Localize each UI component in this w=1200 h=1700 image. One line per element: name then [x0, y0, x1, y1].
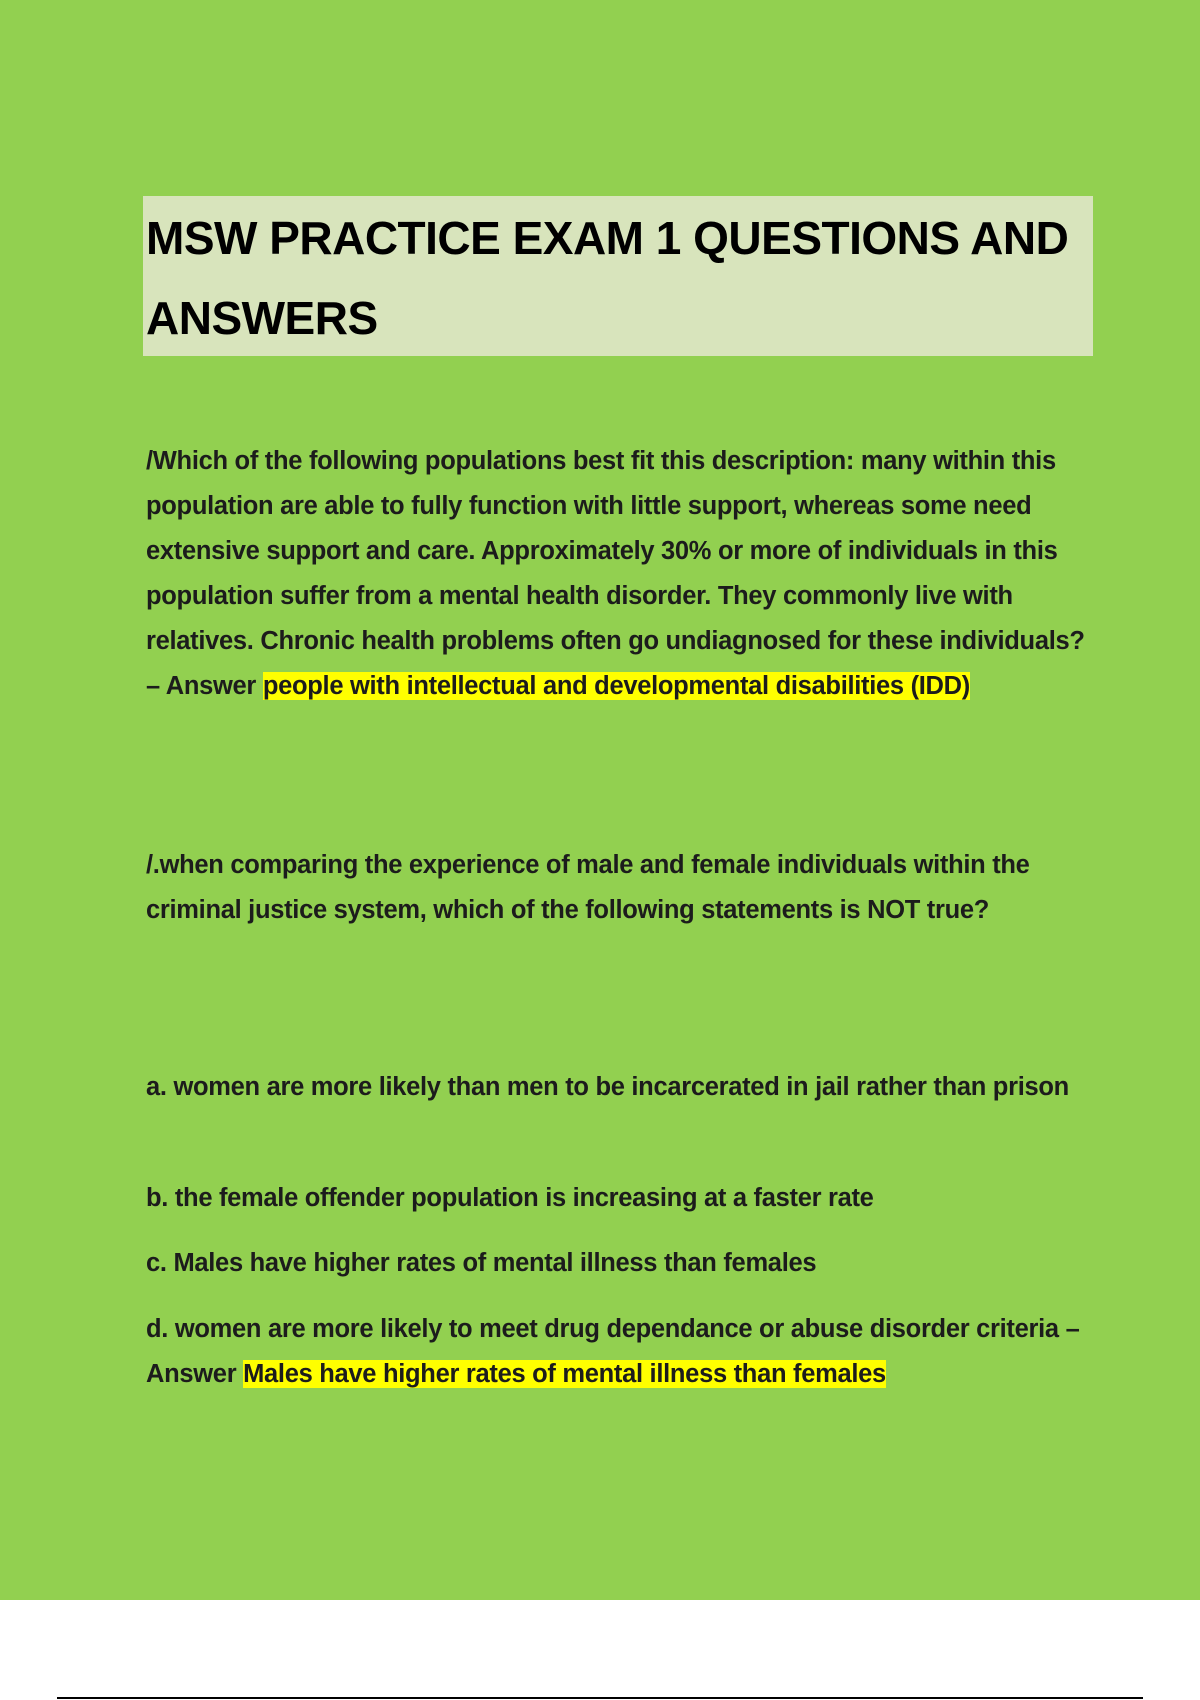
- question-2-option-d: [146, 1307, 1096, 1397]
- question-2-answer: Males have higher rates of mental illness than females: [243, 1360, 886, 1388]
- question-1: [146, 439, 1096, 709]
- question-2-option-d-text: d. women are more likely to meet drug dependance or abuse disorder criteria – Answer: [146, 1315, 1080, 1388]
- question-2-option-a: a. women are more likely than men to be incarcerated in jail rather than prison: [146, 1073, 1069, 1101]
- question-2-option-c: c. Males have higher rates of mental illness than females: [146, 1249, 817, 1277]
- question-1-answer: people with intellectual and developmental disabilities (IDD): [262, 672, 970, 700]
- question-2-option-b: b. the female offender population is increasing at a faster rate: [146, 1184, 874, 1212]
- document-title: MSW PRACTICE EXAM 1 QUESTIONS AND ANSWERS: [146, 212, 1069, 344]
- question-2: /.when comparing the experience of male and female individuals within the criminal justice system, which of the following statements is NOT true?: [146, 851, 1030, 924]
- footer-divider: [57, 1697, 1143, 1699]
- question-1-text: /Which of the following populations best fit this description: many within this population are able to fully function with little support, whereas some need extensive support and care. Approximately 30% or more of individuals in this population suffer from a mental health disorder. They commonly live with relatives. Chronic health problems often go undiagnosed for these individuals? – Answer: [146, 447, 1085, 700]
